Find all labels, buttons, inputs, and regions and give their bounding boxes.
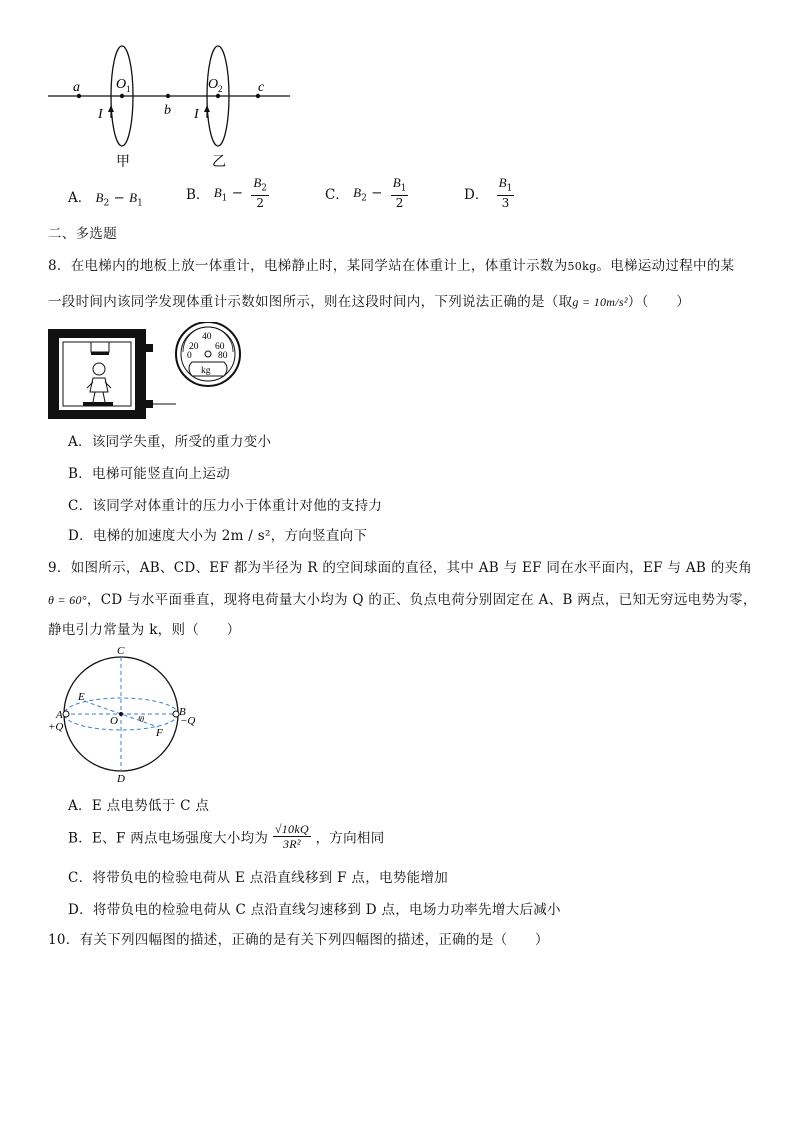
label-f: F (156, 727, 163, 739)
q8-stem-line1: 8．在电梯内的地板上放一体重计，电梯静止时，某同学站在体重计上，体重计示数为50kg。电梯运动过程中的某 (48, 258, 735, 274)
scale-tick-20: 20 (189, 342, 199, 352)
q7-option-d[interactable]: D． $\frac{B_1}{3}$ (464, 175, 513, 211)
label-a: A (56, 709, 63, 721)
label-i-right: I (194, 107, 199, 122)
label-d: D (117, 773, 125, 785)
q9-stem-line2: θ = 60°，CD 与水平面垂直，现将电荷量大小均为 Q 的正、负点电荷分别固定在 A、B 两点，已知无穷远电势为零， (48, 592, 757, 608)
label-b: B (179, 706, 186, 718)
scale-plate (83, 402, 113, 406)
scale-tick-80: 80 (218, 351, 228, 361)
q10-stem: 10．有关下列四幅图的描述，正确的是有关下列四幅图的描述，正确的是（ ） (48, 932, 549, 948)
label-o1: O (116, 77, 127, 92)
point-o1 (120, 94, 124, 98)
q7-option-a[interactable]: A． $B_2 - B_1$ (68, 190, 143, 209)
scale-tick-0: 0 (187, 351, 192, 361)
point-b (166, 94, 170, 98)
two-rings-diagram (40, 40, 310, 175)
point-a-charge (63, 711, 69, 717)
label-e: E (78, 691, 85, 703)
q8-option-c[interactable]: C．该同学对体重计的压力小于体重计对他的支持力 (68, 498, 383, 514)
q7-option-c[interactable]: C． $B_2$ − $\frac{B_1}{2}$ (325, 175, 407, 211)
label-minus-q: −Q (180, 715, 196, 727)
q9-option-d[interactable]: D．将带负电的检验电荷从 C 点沿直线匀速移到 D 点，电场力功率先增大后减小 (68, 902, 561, 918)
label-theta: θ (140, 715, 144, 724)
caption-yi: 乙 (212, 155, 226, 170)
scale-tick-40: 40 (202, 332, 212, 342)
q9-option-b[interactable]: B．E、F 两点电场强度大小均为 $\frac{√10kQ}{\text{3R²}}$ ，方向相同 (68, 822, 385, 851)
student-body (90, 378, 108, 392)
label-b: b (164, 103, 171, 118)
label-o1-sub: 1 (126, 84, 131, 94)
point-o2 (216, 94, 220, 98)
q8-option-d[interactable]: D．电梯的加速度大小为 2m / s²，方向竖直向下 (68, 528, 368, 544)
label-o2: O (208, 77, 219, 92)
center-o (119, 712, 123, 716)
q8-option-b[interactable]: B．电梯可能竖直向上运动 (68, 466, 231, 482)
q8-stem-line2: 一段时间内该同学发现体重计示数如图所示，则在这段时间内，下列说法正确的是（取g = 10m/s²）（ ） (48, 294, 691, 310)
label-plus-q: +Q (48, 721, 64, 733)
q9-option-c[interactable]: C．将带负电的检验电荷从 E 点沿直线移到 F 点，电势能增加 (68, 870, 449, 886)
label-o2-sub: 2 (218, 84, 223, 94)
sphere-diagram (44, 642, 204, 787)
label-i-left: I (98, 107, 103, 122)
q9-stem-line1: 9．如图所示，AB、CD、EF 都为半径为 R 的空间球面的直径，其中 AB 与 EF 同在水平面内，EF 与 AB 的夹角 (48, 560, 753, 576)
section-heading: 二、多选题 (48, 226, 117, 242)
label-a: a (73, 80, 80, 95)
caption-jia: 甲 (116, 155, 130, 170)
label-o: O (110, 715, 118, 727)
scale-tick-60: 60 (215, 342, 225, 352)
q8-option-a[interactable]: A．该同学失重，所受的重力变小 (68, 434, 272, 450)
q9-stem-line3: 静电引力常量为 k，则（ ） (48, 622, 241, 638)
q9-option-a[interactable]: A．E 点电势低于 C 点 (68, 798, 210, 814)
label-c: C (117, 645, 125, 657)
elevator-diagram (46, 322, 256, 422)
q7-option-b[interactable]: B． $B_1$ − $\frac{B_2}{2}$ (186, 175, 267, 211)
scale-unit: kg (201, 366, 211, 376)
label-c: c (258, 80, 265, 95)
student-head (93, 363, 105, 375)
